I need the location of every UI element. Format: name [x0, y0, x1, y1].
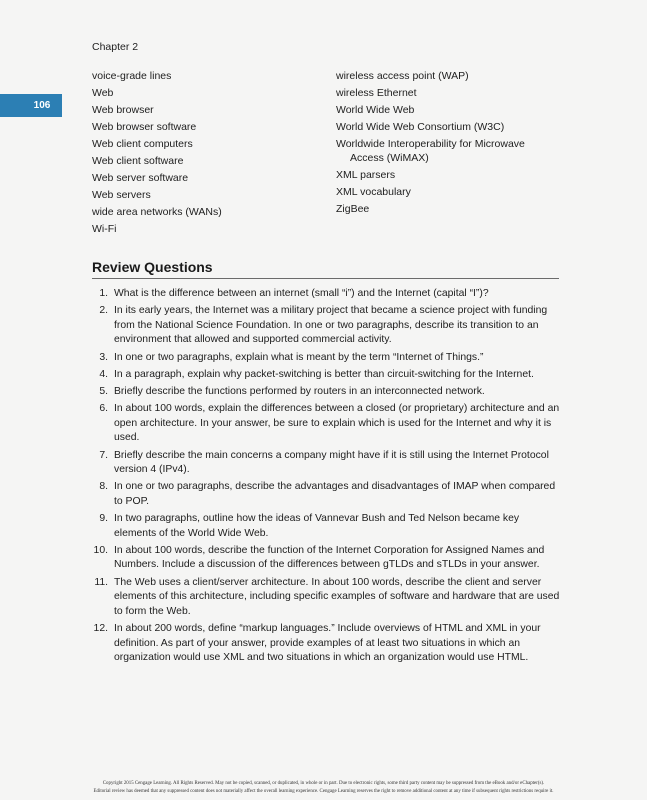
question-text: In one or two paragraphs, explain what is meant by the term “Internet of Things.” [114, 351, 484, 363]
key-term: Web browser [92, 104, 154, 116]
question-item [92, 512, 562, 541]
question-number: 8. [99, 481, 108, 493]
question-text: In a paragraph, explain why packet-switching is better than circuit-switching for the Internet. [114, 368, 534, 380]
review-questions-heading: Review Questions [92, 259, 559, 279]
question-item [92, 576, 562, 620]
key-term-continuation: Access (WiMAX) [350, 151, 429, 164]
key-term: Web [92, 87, 114, 99]
key-term: ZigBee [336, 203, 370, 215]
question-number: 9. [99, 513, 108, 525]
question-text: In about 100 words, explain the differences between a closed (or proprietary) architecture and an open architecture. In your answer, be sure to explain which is used for the Internet and why it is used. [114, 403, 560, 444]
key-term: World Wide Web Consortium (W3C) [336, 121, 505, 133]
question-text: In one or two paragraphs, describe the advantages and disadvantages of IMAP when compared to POP. [114, 481, 556, 507]
question-item [92, 368, 562, 383]
key-term-line: Worldwide Interoperability for Microwave [336, 138, 525, 150]
question-number: 4. [99, 368, 108, 380]
question-item [92, 304, 562, 348]
question-item [92, 480, 562, 509]
key-term: wireless access point (WAP) [336, 70, 469, 82]
question-number: 1. [99, 288, 108, 299]
question-item [92, 385, 562, 400]
copyright-notice [0, 780, 647, 796]
question-item [92, 351, 562, 366]
key-term: XML vocabulary [336, 186, 411, 198]
review-questions-list [92, 287, 562, 668]
question-number: 2. [99, 305, 108, 317]
key-term: XML parsers [336, 169, 396, 181]
question-item [92, 622, 562, 666]
key-term: Wi-Fi [92, 223, 117, 235]
question-number: 11. [94, 576, 108, 588]
question-item [92, 544, 562, 573]
copyright-line: Copyright 2015 Cengage Learning. All Rights Reserved. May not be copied, scanned, or duplicated, in whole or in part. Due to electronic rights, some third party content may be suppressed from the eBook and/or eChapter(s). [102, 781, 545, 786]
key-terms-left-column [92, 68, 222, 238]
question-number: 6. [99, 403, 108, 415]
question-text: Briefly describe the main concerns a company might have if it is still using the Internet Protocol version 4 (IPv4). [114, 449, 549, 476]
question-item [92, 402, 562, 446]
key-term: Web client computers [92, 138, 193, 150]
question-item [92, 287, 562, 302]
page-number-tab: 106 [0, 94, 62, 117]
key-terms-right-column [336, 68, 586, 218]
key-term: World Wide Web [336, 104, 415, 116]
question-text: In about 100 words, describe the function of the Internet Corporation for Assigned Names and Numbers. Include a discussion of the differences between gTLDs and sTLDs in your answer. [114, 544, 545, 571]
key-term: wide area networks (WANs) [92, 206, 222, 218]
question-text: In its early years, the Internet was a military project that became a science project with funding from the National Science Foundation. In one or two paragraphs, describe its transition to an environment that allowed and supported commercial activity. [114, 305, 548, 346]
question-text: Briefly describe the functions performed by routers in an interconnected network. [114, 385, 485, 397]
copyright-line: Editorial review has deemed that any suppressed content does not materially affect the overall learning experience. Cengage Learning reserves the right to remove additional content at any time if subsequent rights restrictions require it. [93, 789, 554, 794]
question-number: 12. [93, 623, 108, 634]
chapter-label: Chapter 2 [92, 41, 139, 53]
key-term: Web servers [92, 189, 151, 201]
key-term: Web client software [92, 155, 184, 167]
key-term: Web browser software [92, 121, 197, 133]
question-item [92, 449, 562, 478]
key-term [336, 136, 586, 167]
question-text: In two paragraphs, outline how the ideas of Vannevar Bush and Ted Nelson became key elements of the World Wide Web. [114, 513, 520, 539]
question-text: What is the difference between an internet (small “i”) and the Internet (capital “I”)? [114, 288, 489, 299]
question-number: 7. [99, 449, 108, 461]
question-number: 3. [99, 351, 108, 363]
question-number: 10. [93, 544, 108, 556]
question-number: 5. [99, 385, 108, 397]
key-term: wireless Ethernet [336, 87, 417, 99]
key-term: voice-grade lines [92, 70, 172, 82]
question-text: In about 200 words, define “markup languages.” Include overviews of HTML and XML in your definition. As part of your answer, provide examples of at least two situations in which an organization would use XML and two situations in which an organization would use HTML. [114, 623, 541, 664]
question-text: The Web uses a client/server architecture. In about 100 words, describe the client and server elements of this architecture, including specific examples of software and hardware that are used to form the Web. [114, 576, 560, 617]
key-term: Web server software [92, 172, 189, 184]
